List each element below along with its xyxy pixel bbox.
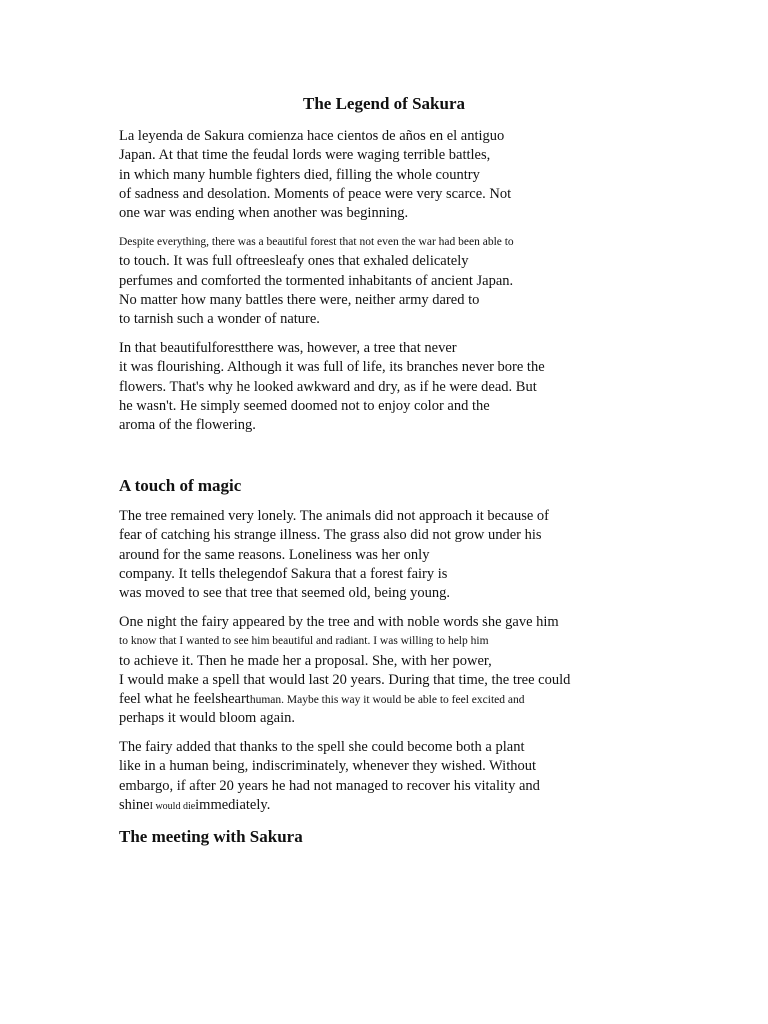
text-line: one war was ending when another was beginning. <box>119 205 409 222</box>
text-line <box>119 690 599 709</box>
text-line: to tarnish such a wonder of nature. <box>119 311 320 328</box>
text-line: La leyenda de Sakura comienza hace cientos de años en el antiguo <box>119 128 505 144</box>
text-line: to touch. It was full oftreesleafy ones that exhaled delicately <box>119 253 469 270</box>
paragraph-spell <box>119 738 599 815</box>
text-line <box>119 796 599 815</box>
document-title: The Legend of Sakura <box>303 94 465 113</box>
text-line: company. It tells thelegendof Sakura that a forest fairy is <box>119 565 448 582</box>
text-line: embargo, if after 20 years he had not managed to recover his vitality and <box>119 777 540 794</box>
text-line: The tree remained very lonely. The animals did not approach it because of <box>119 508 550 524</box>
paragraph-forest <box>119 233 599 329</box>
text-line: in which many humble fighters died, filling the whole country <box>119 166 480 183</box>
section-heading-meeting: The meeting with Sakura <box>119 827 303 846</box>
text-line: No matter how many battles there were, neither army dared to <box>119 291 480 308</box>
text-line: In that beautifulforestthere was, however, a tree that never <box>119 340 457 356</box>
text-line: to achieve it. Then he made her a proposal. She, with her power, <box>119 652 492 669</box>
section-heading-magic: A touch of magic <box>119 476 242 495</box>
paragraph-tree <box>119 339 599 435</box>
text-line: was moved to see that tree that seemed old, being young. <box>119 585 450 602</box>
text-line: Despite everything, there was a beautiful forest that not even the war had been able to <box>119 236 514 248</box>
paragraph-lonely-tree <box>119 507 599 603</box>
text-line: I would make a spell that would last 20 years. During that time, the tree could <box>119 671 571 688</box>
text-line: it was flourishing. Although it was full of life, its branches never bore the <box>119 359 545 376</box>
text-run: feel what he feelsheart <box>119 691 250 708</box>
text-line: One night the fairy appeared by the tree and with noble words she gave him <box>119 614 559 630</box>
text-line: aroma of the flowering. <box>119 417 256 434</box>
text-line: flowers. That's why he looked awkward and dry, as if he were dead. But <box>119 378 537 395</box>
text-line: he wasn't. He simply seemed doomed not to enjoy color and the <box>119 397 490 414</box>
text-run: shine <box>119 796 150 813</box>
text-run-small: human. Maybe this way it would be able to feel excited and <box>249 694 525 707</box>
text-line: fear of catching his strange illness. The grass also did not grow under his <box>119 527 542 544</box>
text-line: perhaps it would bloom again. <box>119 710 295 727</box>
paragraph-intro <box>119 127 599 223</box>
text-run: immediately. <box>195 796 271 813</box>
text-line: The fairy added that thanks to the spell she could become both a plant <box>119 739 525 755</box>
text-line: Japan. At that time the feudal lords were waging terrible battles, <box>119 147 491 164</box>
text-line: around for the same reasons. Loneliness was her only <box>119 546 430 563</box>
text-line: to know that I wanted to see him beautiful and radiant. I was willing to help him <box>119 635 489 648</box>
text-run-small: I would die <box>149 800 196 812</box>
text-line: like in a human being, indiscriminately, whenever they wished. Without <box>119 758 537 775</box>
text-line: of sadness and desolation. Moments of peace were very scarce. Not <box>119 185 512 202</box>
paragraph-fairy-proposal <box>119 613 599 729</box>
text-line: perfumes and comforted the tormented inhabitants of ancient Japan. <box>119 272 514 289</box>
